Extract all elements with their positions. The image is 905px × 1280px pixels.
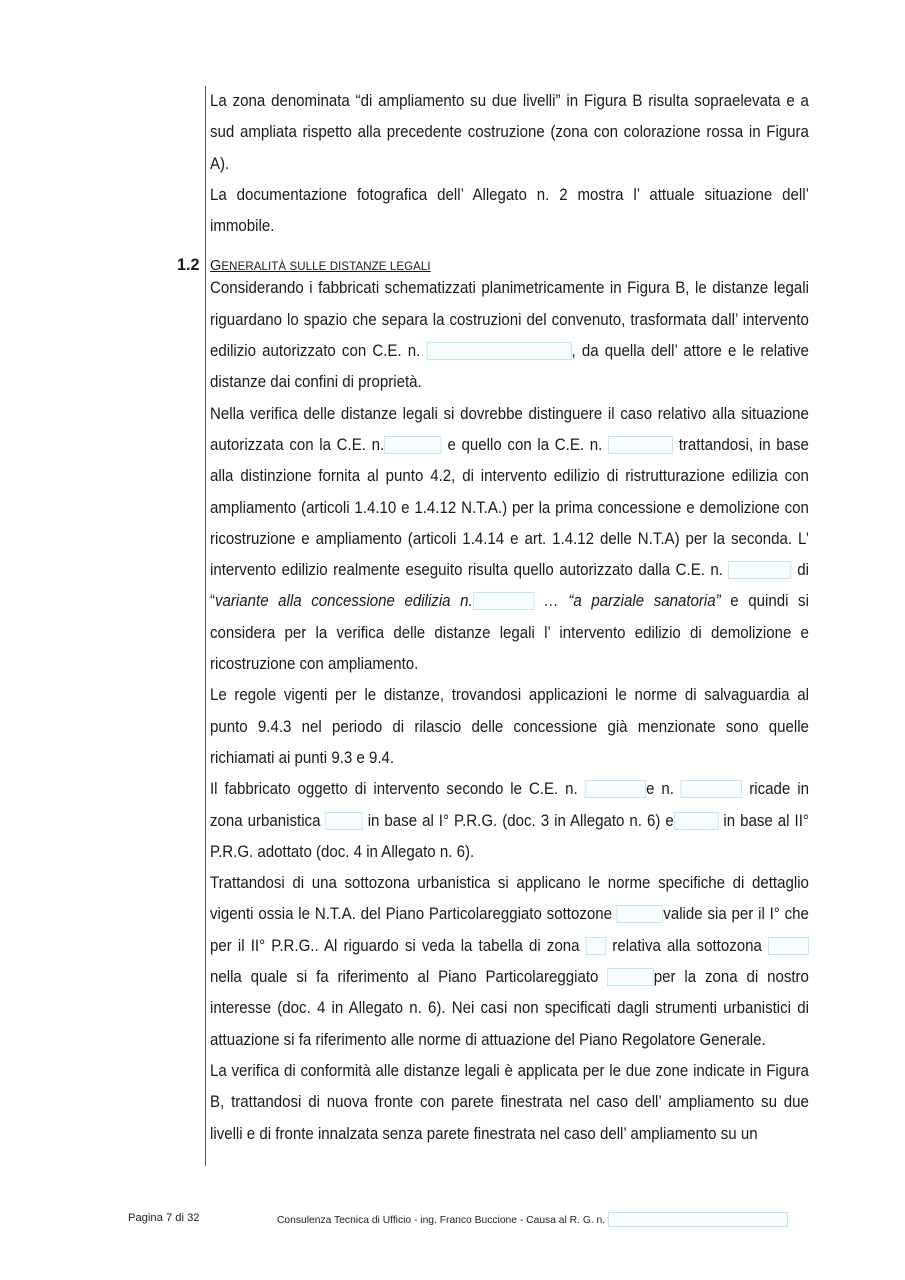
- redacted-field: [608, 1212, 788, 1227]
- redacted-field: [768, 937, 809, 955]
- redacted-field: [384, 436, 442, 454]
- redacted-field: [585, 780, 646, 798]
- paragraph: Le regole vigenti per le distanze, trovandosi applicazioni le norme di salvaguardia al punto 9.4.3 nel periodo di rilascio delle concessione già menzionate sono quelle richiamati ai punti 9.3 e 9.4.: [210, 686, 809, 767]
- redacted-field: [426, 342, 571, 360]
- footer-text: Consulenza Tecnica di Ufficio - ing. Franco Buccione - Causa al R. G. n.: [277, 1212, 788, 1227]
- paragraph: Trattandosi di una sottozona urbanistica si applicano le norme specifiche di dettaglio vigenti ossia le N.T.A. del Piano Particolareggiato sottozone valide sia per il I° che per il II° P.R.G.. Al riguardo si veda la tabella di zona relativa alla sottozona nella quale si fa riferimento al Piano Particolareggiato per la zona di nostro interesse (doc. 4 in Allegato n. 6). Nei casi non specificati dagli strumenti urbanistici di attuazione si fa riferimento alle norme di attuazione del Piano Regolatore Generale.: [210, 874, 809, 1049]
- section-title: GENERALITÀ SULLE DISTANZE LEGALI: [210, 258, 431, 274]
- section-number: 1.2: [177, 256, 200, 274]
- redacted-field: [681, 780, 742, 798]
- redacted-field: [586, 937, 606, 955]
- body-text: [210, 86, 809, 1150]
- paragraph: La verifica di conformità alle distanze legali è applicata per le due zone indicate in Figura B, trattandosi di nuova fronte con parete finestrata nel caso dell’ ampliamento su due livelli e di fronte innalzata senza parete finestrata nel caso dell’ ampliamento su un: [210, 1061, 809, 1143]
- redacted-field: [607, 968, 654, 986]
- redacted-field: [728, 561, 791, 579]
- paragraph: Considerando i fabbricati schematizzati planimetricamente in Figura B, le distanze legali riguardano lo spazio che separa la costruzioni del convenuto, trasformata dall’ intervento edilizio autorizzato con C.E. n. , da quella dell’ attore e le relative distanze dai confini di proprietà.: [210, 279, 809, 392]
- redacted-field: [674, 812, 719, 830]
- page-number: Pagina 7 di 32: [128, 1212, 200, 1224]
- paragraph: Il fabbricato oggetto di intervento secondo le C.E. n. e n. ricade in zona urbanistica in base al I° P.R.G. (doc. 3 in Allegato n. 6) e in base al II° P.R.G. adottato (doc. 4 in Allegato n. 6).: [210, 780, 809, 861]
- redacted-field: [325, 812, 362, 830]
- redacted-field: [608, 436, 673, 454]
- paragraph: La zona denominata “di ampliamento su due livelli” in Figura B risulta sopraelevata e a sud ampliata rispetto alla precedente costruzione (zona con colorazione rossa in Figura A).: [210, 92, 809, 173]
- left-margin-rule: [205, 86, 206, 1166]
- redacted-field: [617, 905, 664, 923]
- redacted-field: [473, 592, 534, 610]
- paragraph: La documentazione fotografica dell’ Allegato n. 2 mostra l’ attuale situazione dell’ immobile.: [210, 185, 809, 236]
- paragraph: Nella verifica delle distanze legali si dovrebbe distinguere il caso relativo alla situazione autorizzata con la C.E. n. e quello con la C.E. n. trattandosi, in base alla distinzione fornita al punto 4.2, di intervento edilizio di ristrutturazione edilizia con ampliamento (articoli 1.4.10 e 1.4.12 N.T.A.) per la prima concessione e demolizione con ricostruzione e ampliamento (articoli 1.4.14 e art. 1.4.12 delle N.T.A) per la seconda. L’ intervento edilizio realmente eseguito risulta quello autorizzato dalla C.E. n. di “variante alla concessione edilizia n. … “a parziale sanatoria” e quindi si considera per la verifica delle distanze legali l’ intervento edilizio di demolizione e ricostruzione con ampliamento.: [210, 404, 809, 674]
